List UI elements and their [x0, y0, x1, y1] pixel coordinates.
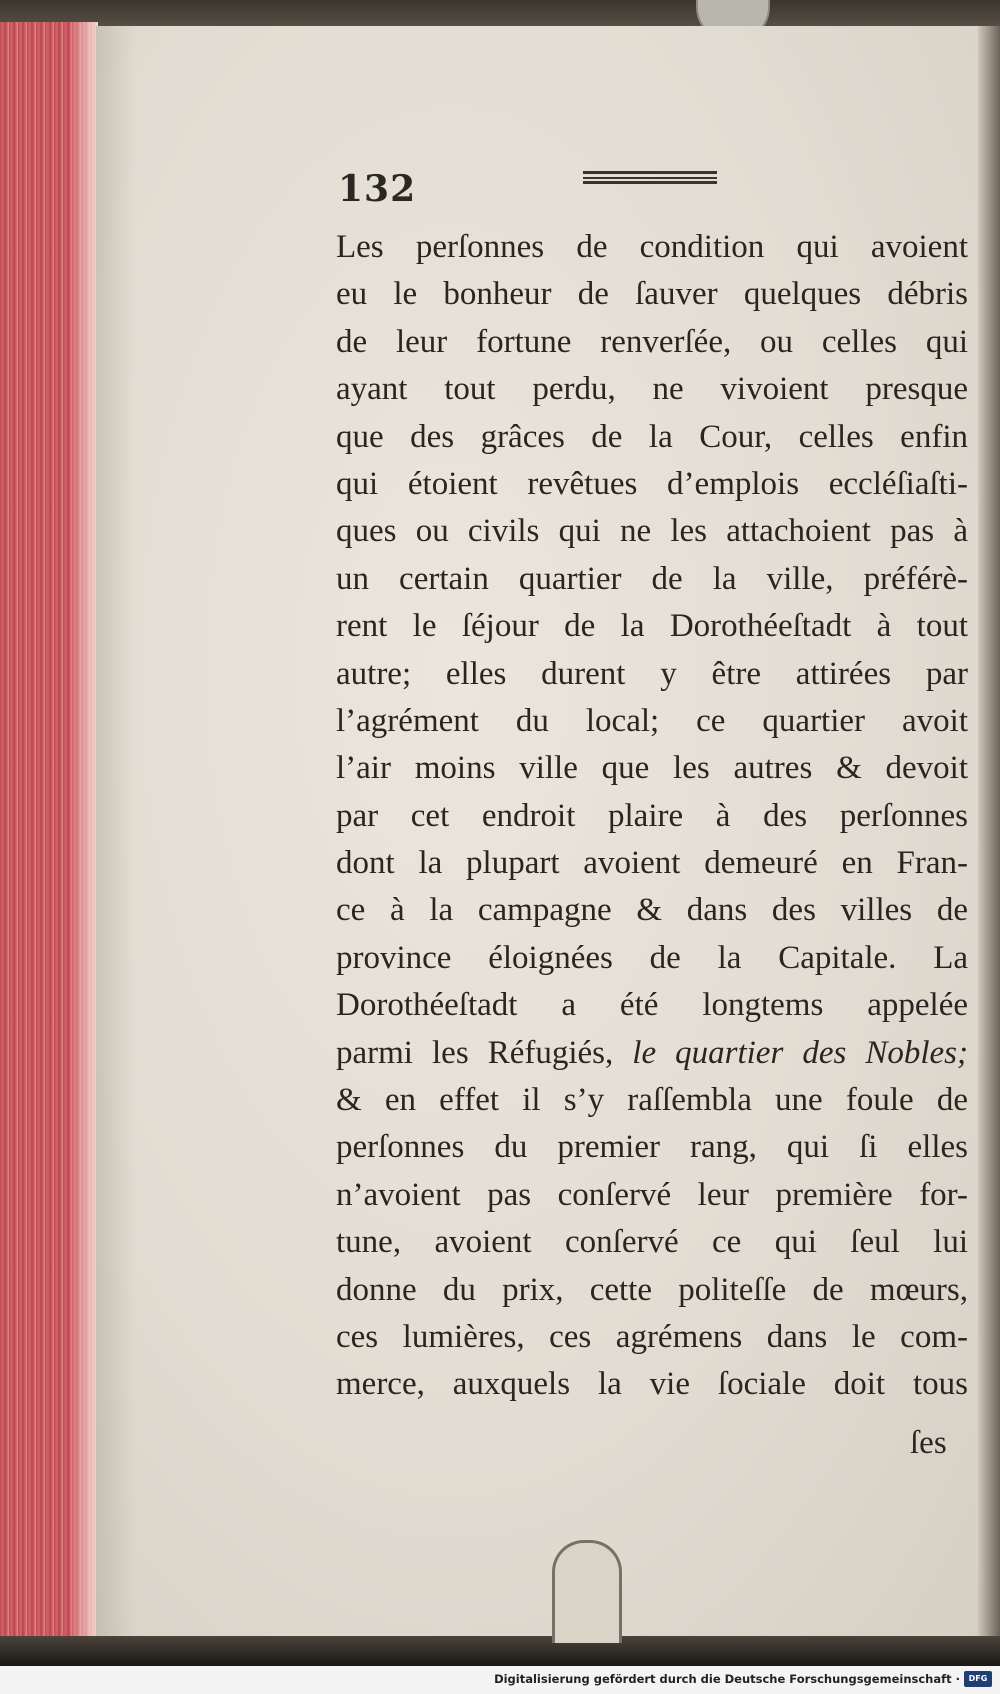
text-line: de leur fortune renverſée, ou celles qui	[336, 323, 968, 360]
text-line: dont la plupart avoient demeuré en Fran-	[336, 845, 968, 882]
text-line: qui étoient revêtues d’emplois eccléſiaſti-	[336, 465, 968, 502]
text-line: merce, auxquels la vie ſociale doit tous	[336, 1366, 968, 1403]
page-edges	[0, 22, 98, 1642]
book-top-edge	[0, 0, 1000, 28]
text-line: eu le bonheur de ſauver quelques débris	[336, 276, 968, 313]
text-line: tune, avoient conſervé ce qui ſeul lui	[336, 1224, 968, 1261]
digitization-credit: Digitalisierung gefördert durch die Deutsche Forschungsgemeinschaft ·	[494, 1672, 960, 1686]
page-shadow	[978, 26, 1000, 1638]
header-rule	[583, 171, 717, 184]
text-line: ce à la campagne & dans des villes de	[336, 892, 968, 929]
text-line: ayant tout perdu, ne vivoient presque	[336, 371, 968, 408]
text-line: ces lumières, ces agrémens dans le com-	[336, 1318, 968, 1355]
text-line: n’avoient pas conſervé leur première for-	[336, 1176, 968, 1213]
text-line: l’agrément du local; ce quartier avoit	[336, 702, 968, 739]
text-line: province éloignées de la Capitale. La	[336, 939, 968, 976]
text-line: un certain quartier de la ville, préférè-	[336, 560, 968, 597]
italic-phrase: le quartier des Nobles;	[632, 1034, 968, 1071]
text-line: ques ou civils qui ne les attachoient pas à	[336, 513, 968, 550]
text-line: par cet endroit plaire à des perſonnes	[336, 797, 968, 834]
dfg-logo: DFG	[964, 1671, 992, 1687]
text-line: Dorothéeſtadt a été longtems appelée	[336, 987, 968, 1024]
text-line: donne du prix, cette politeſſe de mœurs,	[336, 1271, 968, 1308]
text-line: l’air moins ville que les autres & devoit	[336, 750, 968, 787]
book-bottom-edge	[0, 1636, 1000, 1666]
catchword: ſes	[910, 1425, 947, 1461]
text-line: que des grâces de la Cour, celles enfin	[336, 418, 968, 455]
text-line: & en effet il s’y raſſembla une foule de	[336, 1082, 968, 1119]
text-line: rent le ſéjour de la Dorothéeſtadt à tout	[336, 608, 968, 645]
text-line-italic-phrase: parmi les Réfugiés, le quartier des Nobles;	[336, 1034, 968, 1071]
page-number: 132	[338, 168, 417, 210]
text-line: Les perſonnes de condition qui avoient	[336, 229, 968, 265]
text-line: autre; elles durent y être attirées par	[336, 655, 968, 692]
book-clip-bottom	[552, 1540, 622, 1643]
text-line: perſonnes du premier rang, qui ſi elles	[336, 1129, 968, 1166]
body-text	[336, 224, 968, 1409]
